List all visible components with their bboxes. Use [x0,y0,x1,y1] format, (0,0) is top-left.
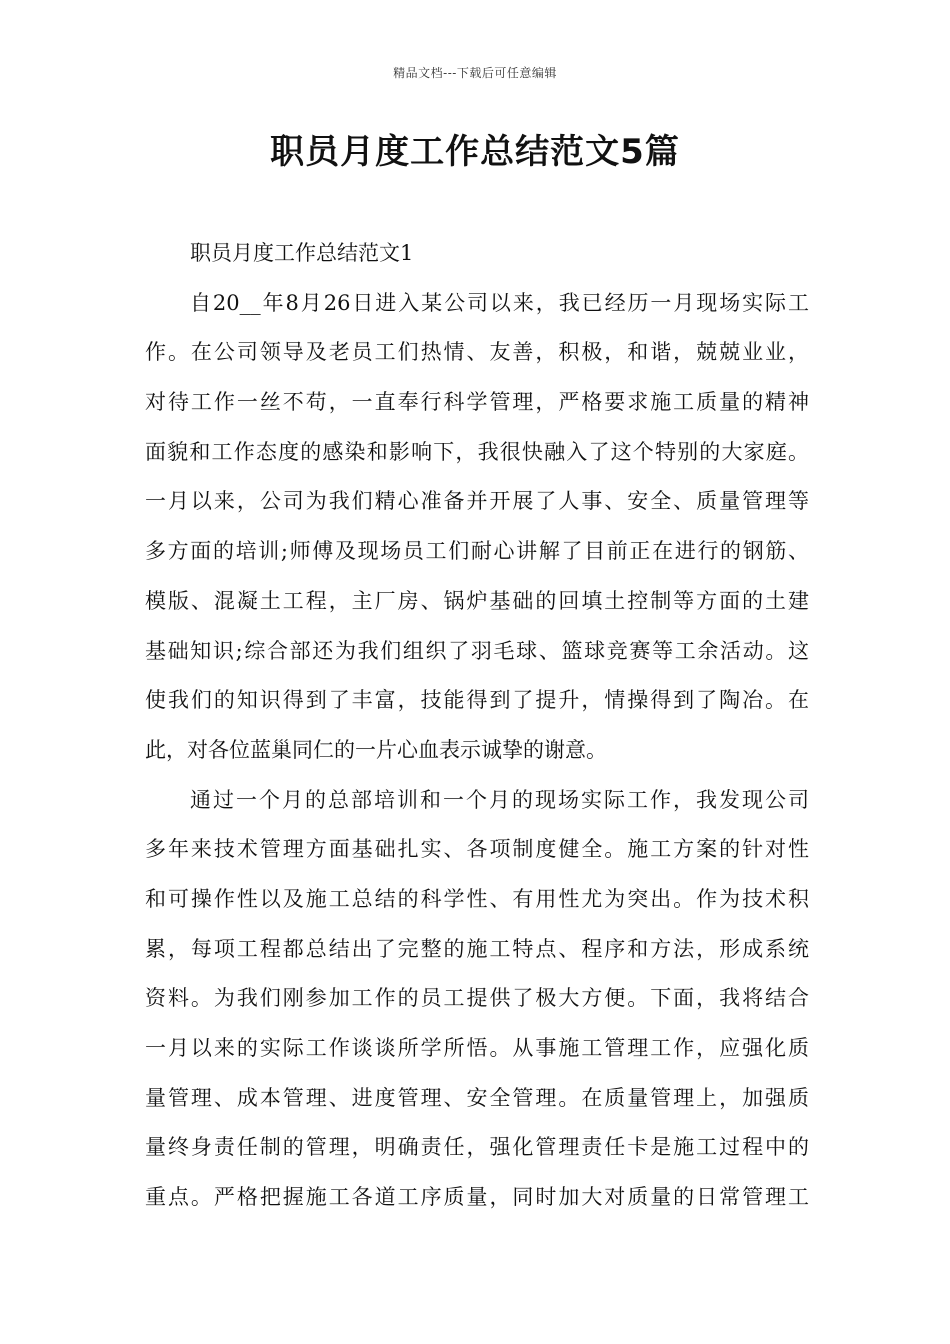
header-note: 精品文档---下载后可任意编辑 [393,66,557,80]
text-line: 一月以来，公司为我们精心准备并开展了人事、安全、质量管理等 [145,489,809,514]
text-line: 模版、混凝土工程，主厂房、锅炉基础的回填土控制等方面的土建 [145,588,809,613]
text-line: 此，对各位蓝巢同仁的一片心血表示诚挚的谢意。 [145,737,607,762]
text-line: 使我们的知识得到了丰富，技能得到了提升，情操得到了陶冶。在 [145,688,809,713]
text-line: 对待工作一丝不苟，一直奉行科学管理，严格要求施工质量的精神 [145,390,809,415]
text-line: 量管理、成本管理、进度管理、安全管理。在质量管理上，加强质 [145,1085,809,1110]
text-line: 多方面的培训;师傅及现场员工们耐心讲解了目前正在进行的钢筋、 [145,539,809,564]
text-line: 资料。为我们刚参加工作的员工提供了极大方便。下面，我将结合 [145,986,809,1011]
text-line: 面貌和工作态度的感染和影响下，我很快融入了这个特别的大家庭。 [145,439,809,464]
body-text [145,229,809,1223]
text-line: 多年来技术管理方面基础扎实、各项制度健全。施工方案的针对性 [145,837,809,862]
text-line: 自20__年8月26日进入某公司以来，我已经历一月现场实际工 [190,290,809,315]
text-line: 量终身责任制的管理，明确责任，强化管理责任卡是施工过程中的 [145,1135,809,1160]
text-line: 重点。严格把握施工各道工序质量，同时加大对质量的日常管理工 [145,1185,809,1210]
text-line: 作。在公司领导及老员工们热情、友善，积极，和谐，兢兢业业， [145,340,809,365]
text-line: 一月以来的实际工作谈谈所学所悟。从事施工管理工作，应强化质 [145,1036,809,1060]
document-title: 职员月度工作总结范文5篇 [270,132,680,172]
text-line: 基础知识;综合部还为我们组织了羽毛球、篮球竞赛等工余活动。这 [145,638,809,663]
text-line: 累，每项工程都总结出了完整的施工特点、程序和方法，形成系统 [145,936,809,961]
text-line: 职员月度工作总结范文1 [190,241,414,265]
text-line: 和可操作性以及施工总结的科学性、有用性尤为突出。作为技术积 [145,886,809,911]
text-line: 通过一个月的总部培训和一个月的现场实际工作，我发现公司 [190,787,809,812]
